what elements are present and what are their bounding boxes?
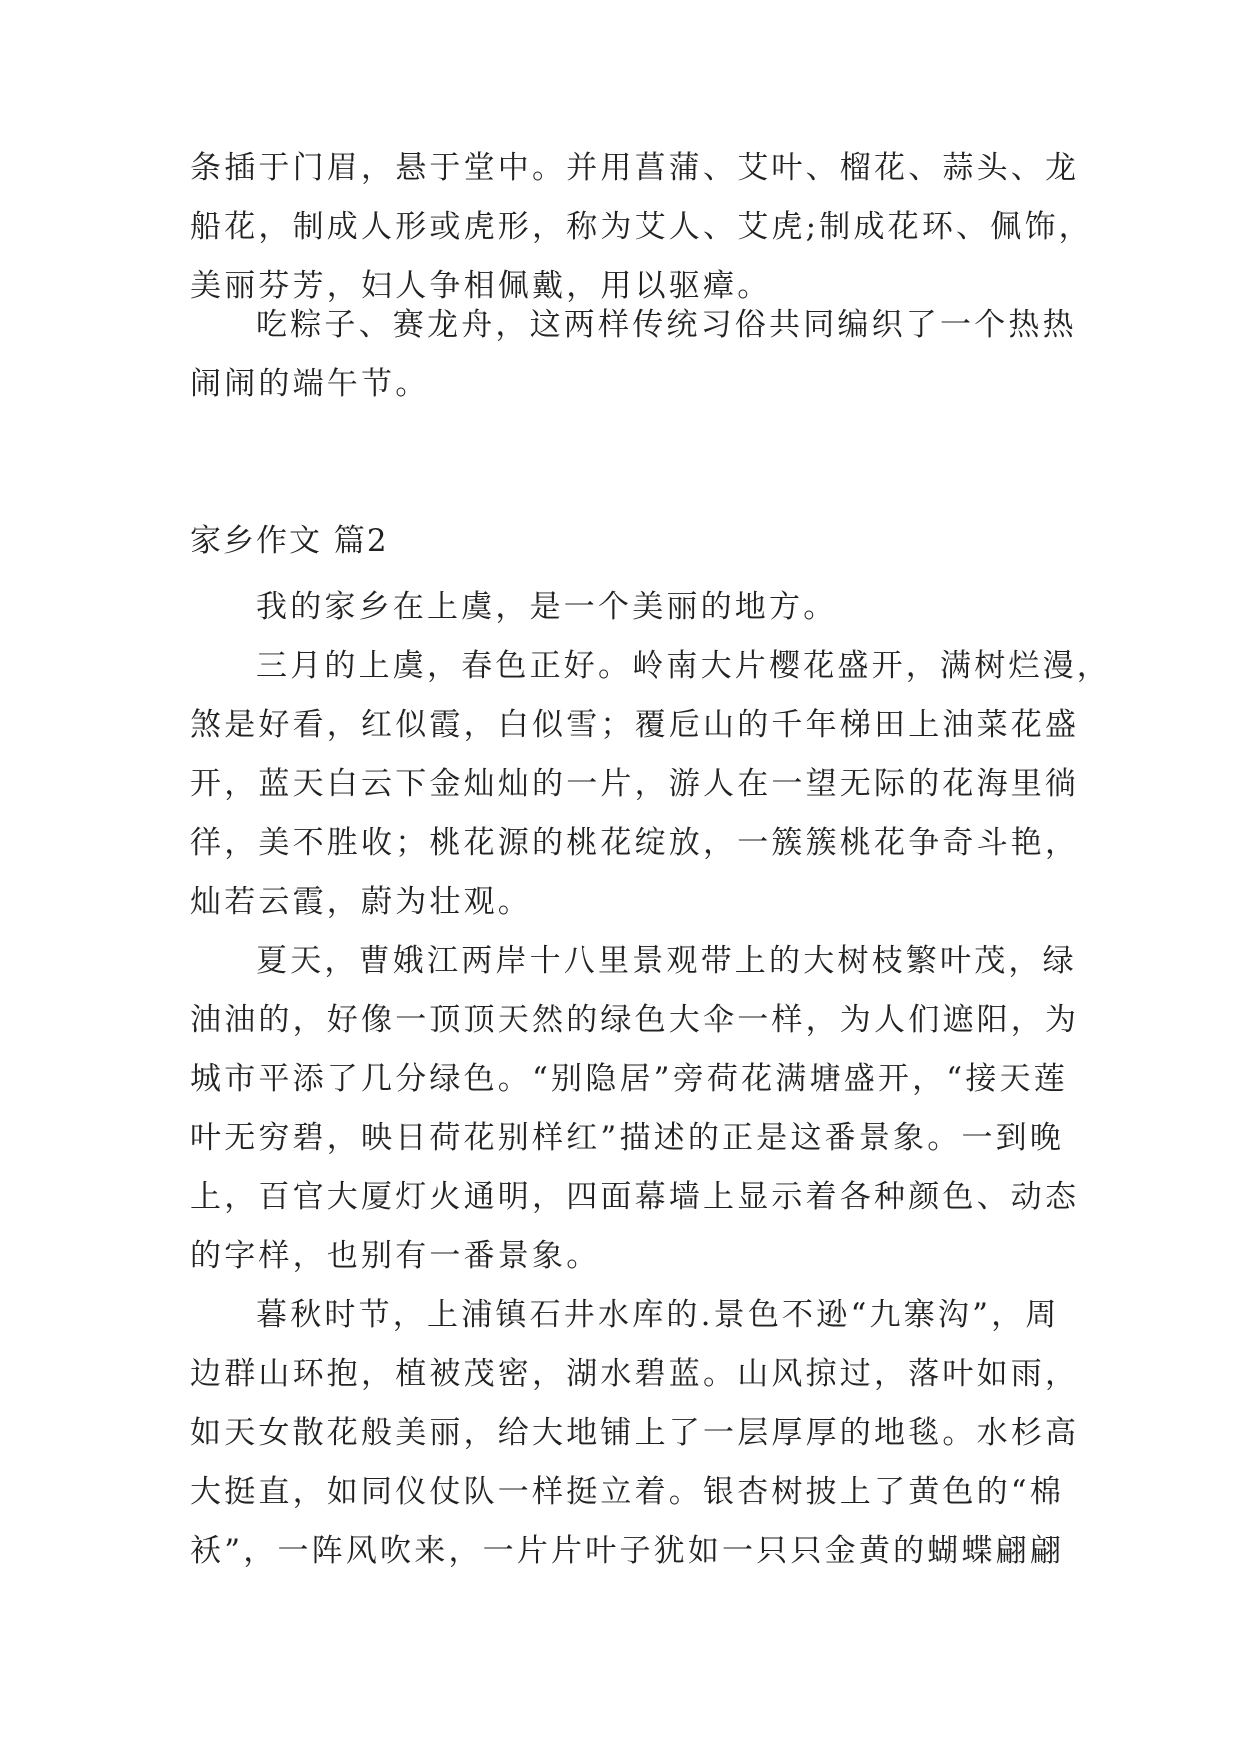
text-line: 煞是好看，红似霞，白似雪；覆卮山的千年梯田上油菜花盛: [190, 707, 1080, 743]
text-line: 条插于门眉，悬于堂中。并用菖蒲、艾叶、榴花、蒜头、龙: [190, 150, 1080, 186]
text-line: 船花，制成人形或虎形，称为艾人、艾虎;制成花环、佩饰，: [190, 209, 1093, 245]
paragraph-autumn: [190, 1286, 1080, 1581]
text-line: 闹闹的端午节。: [190, 366, 430, 402]
section-heading: 家乡作文 篇2: [190, 523, 389, 559]
intro-paragraph: [190, 139, 1093, 316]
text-line: 夏天，曹娥江两岸十八里景观带上的大树枝繁叶茂，绿: [256, 943, 1077, 979]
text-line: 灿若云霞，蔚为壮观。: [190, 884, 532, 920]
text-line: 徉，美不胜收；桃花源的桃花绽放，一簇簇桃花争奇斗艳，: [190, 825, 1080, 861]
text-line: 美丽芬芳，妇人争相佩戴，用以驱瘴。: [190, 268, 772, 304]
text-line: 吃粽子、赛龙舟，这两样传统习俗共同编织了一个热热: [256, 307, 1077, 343]
paragraph-hometown-intro: [190, 578, 1070, 637]
text-line: 我的家乡在上虞，是一个美丽的地方。: [256, 589, 838, 625]
text-line: 三月的上虞，春色正好。岭南大片樱花盛开，满树烂漫，: [256, 648, 1111, 684]
text-line: 大挺直，如同仪仗队一样挺立着。银杏树披上了黄色的“棉: [190, 1474, 1065, 1510]
text-line: 开，蓝天白云下金灿灿的一片，游人在一望无际的花海里徜: [190, 766, 1080, 802]
text-line: 的字样，也别有一番景象。: [190, 1238, 601, 1274]
text-line: 边群山环抱，植被茂密，湖水碧蓝。山风掠过，落叶如雨，: [190, 1356, 1080, 1392]
text-line: 城市平添了几分绿色。“别隐居”旁荷花满塘盛开，“接天莲: [190, 1061, 1068, 1097]
text-line: 叶无穷碧，映日荷花别样红”描述的正是这番景象。一到晚: [190, 1120, 1065, 1156]
text-line: 上，百官大厦灯火通明，四面幕墙上显示着各种颜色、动态: [190, 1179, 1080, 1215]
paragraph-summer: [190, 932, 1080, 1286]
paragraph-spring: [190, 637, 1111, 932]
text-line: 油油的，好像一顶顶天然的绿色大伞一样，为人们遮阳，为: [190, 1002, 1080, 1038]
text-line: 暮秋时节，上浦镇石井水库的.景色不逊“九寨沟”，周: [256, 1297, 1060, 1333]
closing-paragraph: [190, 296, 1077, 414]
text-line: 如天女散花般美丽，给大地铺上了一层厚厚的地毯。水杉高: [190, 1415, 1080, 1451]
text-line: 袄”，一阵风吹来，一片片叶子犹如一只只金黄的蝴蝶翩翩: [190, 1533, 1065, 1569]
